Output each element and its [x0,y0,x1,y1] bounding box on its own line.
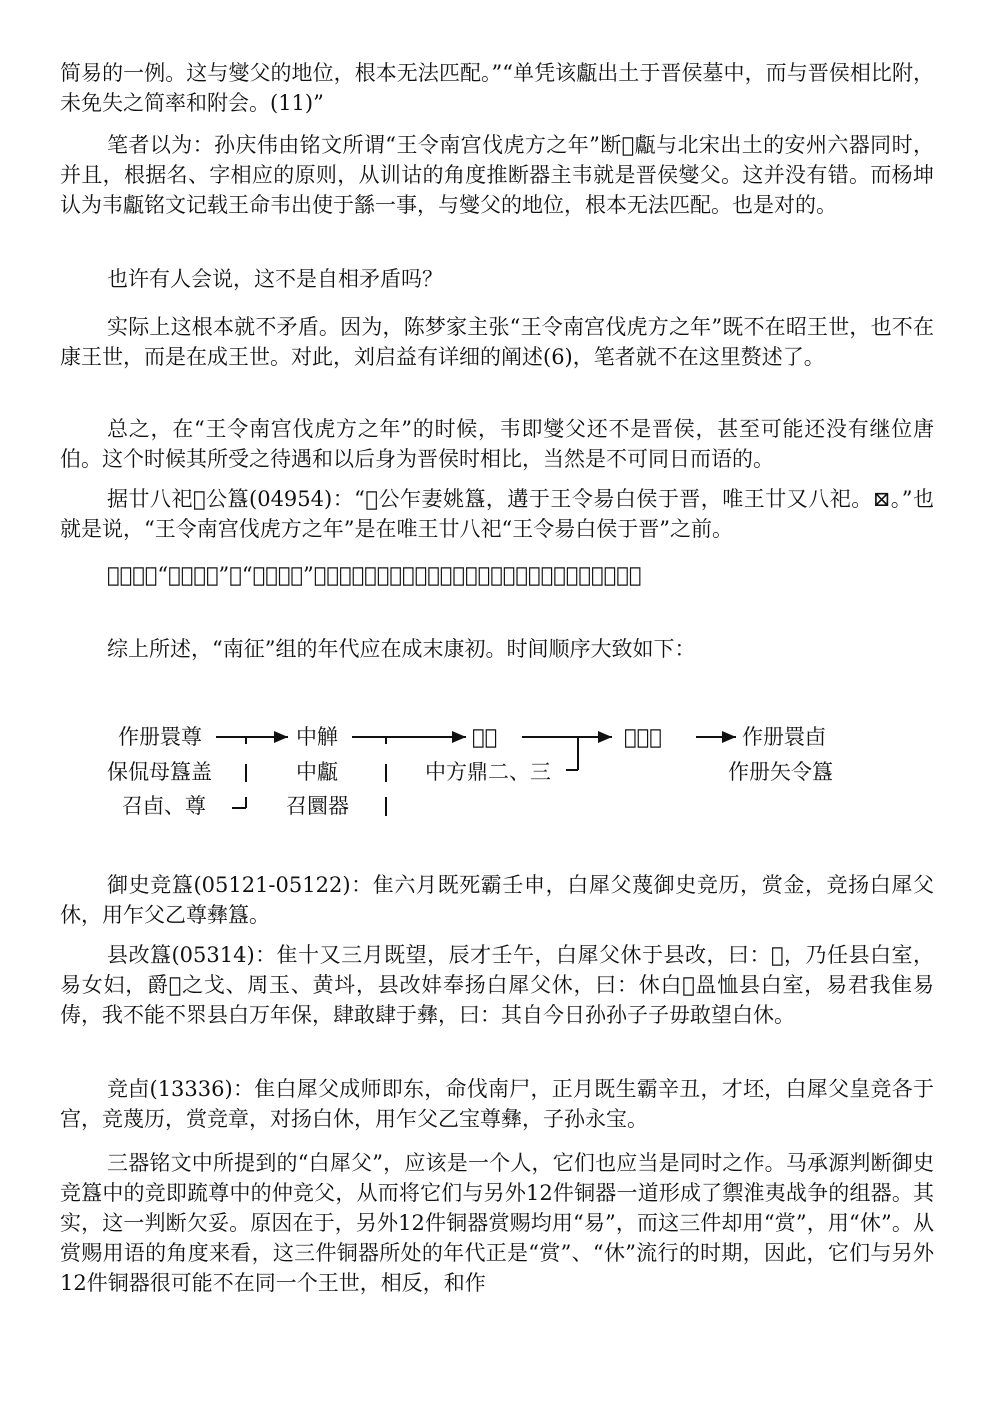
diagram-item: 中甗 [296,760,338,784]
diagram-item: 中方鼎二、三 [425,760,551,784]
paragraph-12: 三器铭文中所提到的“白犀父”，应该是一个人，它们也应当是同时之作。马承源判断御史竞簋中的竞即䟽尊中的仲竞父，从而将它们与另外12件铜器一道形成了禦淮夷战争的组器。其实，这一判断欠妥。原因在于，另外12件铜器赏赐均用“易”，而这三件却用“赏”，用“休”。从赏赐用语的角度来看，这三件铜器所处的年代正是“赏”、“休”流行的时期，因此，它们与另外12件铜器很可能不在同一个王世，相反，和作 [60,1151,934,1295]
paragraph-4: 实际上这根本就不矛盾。因为，陈梦家主张“王令南宫伐虎方之年”既不在昭王世，也不在康王世，而是在成王世。对此，刘启益有详细的阐述(6)，笔者就不在这里赘述了。 [60,315,934,369]
paragraph-10: 县改簋(05314)：隹十又三月既望，辰才壬午，白犀父休于县改，曰：𢼸，乃任县白室，易女妇，爵𡢁之戈、周玉、黄㘰，县改妦奉扬白犀父休，曰：休白𡗝𥁕恤县白室，易君我隹易俦，我不能不眔县白万年保，肆敢肆于彝，曰：其自今日孙孙子子毋敢望白休。 [60,943,934,1027]
paragraph-8: 综上所述，“南征”组的年代应在成末康初。时间顺序大致如下： [107,637,696,661]
diagram-item: 作册矢令簋 [728,760,833,784]
diagram-item: 𧡧公簋 [624,725,662,749]
paragraph-5: 总之，在“王令南宫伐虎方之年”的时候，韦即燮父还不是晋侯，甚至可能还没有继位唐伯。这个时候其所受之待遇和以后身为晋侯时相比，当然是不可同日而语的。 [60,417,934,471]
diagram-item: 作册睘卣 [742,725,826,749]
diagram-item: 作册睘尊 [118,725,202,749]
diagram-item: 保侃母簋盖 [107,760,212,784]
paragraph-2: 笔者以为：孙庆伟由铭文所谓“王令南宫伐虎方之年”断𢼸甗与北宋出土的安州六器同时，并且，根据名、字相应的原则，从训诂的角度推断器主韦就是晋侯燮父。这并没有错。而杨坤认为韦甗铭文记载王命韦出使于䌛一事，与燮父的地位，根本无法匹配。也是对的。 [60,133,934,217]
paragraph-3: 也许有人会说，这不是自相矛盾吗？ [107,267,443,291]
paragraph-11: 竞卣(13336)：隹白犀父成师即东，命伐南尸，正月既生霸辛丑，才坯，白犀父皇竞各于宫，竞蔑历，赏竞章，对扬白休，用乍父乙宝尊彝，子孙永宝。 [60,1077,934,1131]
paragraph-7: 𢼸甗中的“扬对王休”与“对扬王休”一类句子稍有差别，表明拜谢用语这时刚刚开始行用不久。 [107,563,642,587]
paragraph-1: 简易的一例。这与燮父的地位，根本无法匹配。”“单凭该甗出土于晋侯墓中，而与晋侯相比附，未免失之简率和附会。(11)” [60,61,934,115]
diagram-item: 召圜器 [286,794,349,818]
diagram-item: 召卣、尊 [122,794,206,818]
diagram-item: 中觯 [296,725,338,749]
paragraph-9: 御史竞簋(05121-05122)：隹六月既死霸壬申，白犀父蔑御史竞历，赏金，竞扬白犀父休，用乍父乙尊彝簋。 [60,873,934,927]
paragraph-6: 据廿八祀𧡧公簋(04954)：“𧡧公乍妻姚簋，遘于王令昜白侯于晋，唯王廿又八祀。⊠。”也就是说，“王令南宫伐虎方之年”是在唯王廿八祀“王令昜白侯于晋”之前。 [60,487,934,541]
diagram-item: 𢼸甗 [472,725,498,749]
